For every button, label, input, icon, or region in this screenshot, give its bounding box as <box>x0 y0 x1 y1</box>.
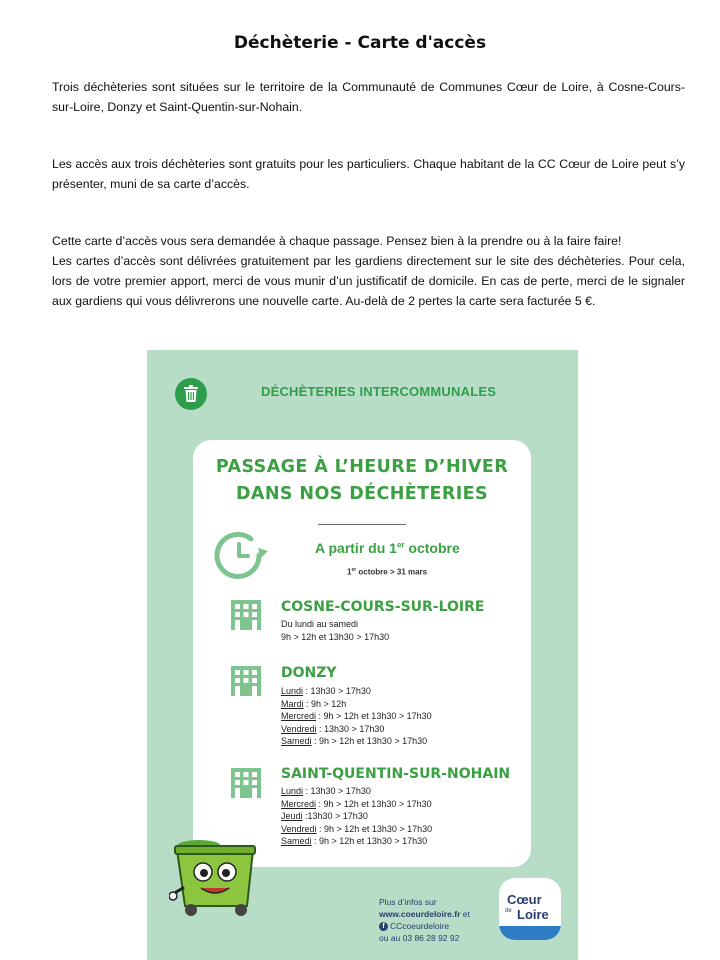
site-name: SAINT-QUENTIN-SUR-NOHAIN <box>281 766 511 782</box>
poster-header: DÉCHÈTERIES INTERCOMMUNALES <box>261 384 497 399</box>
hours-line: Mercredi : 9h > 12h et 13h30 > 17h30 <box>281 798 432 809</box>
info-line: ou au 03 86 28 92 92 <box>379 933 460 943</box>
hours-line: Vendredi : 9h > 12h et 13h30 > 17h30 <box>281 823 433 834</box>
hours-line: Lundi : 13h30 > 17h30 <box>281 786 371 796</box>
building-icon <box>231 666 261 701</box>
date-range: 1er octobre > 31 mars <box>347 567 428 577</box>
building-icon <box>231 768 261 803</box>
website-link[interactable]: www.coeurdeloire.fr <box>379 909 461 919</box>
building-icon <box>231 600 261 635</box>
info-line: Plus d’infos sur <box>379 897 437 907</box>
recycling-bin-mascot <box>169 838 261 923</box>
facebook-icon: f <box>379 922 388 931</box>
paragraph-text: Les cartes d’accès sont délivrées gratuitement par les gardiens directement sur le site des déchèteries. Pour cela, lors de votre premier apport, merci de vous munir d’un justificatif de domicile. En cas de perte, merci de le signaler aux gardiens qui vous délivrerons une nouvelle carte. Au-delà de 2 pertes la carte sera facturée 5 €. <box>52 254 685 308</box>
hours-line: Mardi : 9h > 12h <box>281 698 347 709</box>
trash-icon <box>175 378 207 410</box>
poster-title-line: PASSAGE À L’HEURE D’HIVER <box>215 457 509 477</box>
access-paragraph <box>52 154 685 194</box>
hours-line: Vendredi : 13h30 > 17h30 <box>281 723 385 734</box>
intro-paragraph <box>52 77 685 117</box>
hours-line: Samedi : 9h > 12h et 13h30 > 17h30 <box>281 836 428 846</box>
site-name: DONZY <box>281 665 337 681</box>
info-line <box>379 920 470 932</box>
hours-line: Jeudi :13h30 > 17h30 <box>281 811 368 821</box>
hours-line: Du lundi au samedi <box>281 619 359 629</box>
facebook-handle[interactable]: CCcoeurdeloire <box>390 921 450 931</box>
coeur-de-loire-logo: Cœur de Loire <box>499 878 561 940</box>
poster-title <box>193 454 531 508</box>
hours-line: 9h > 12h et 13h30 > 17h30 <box>281 631 390 642</box>
hours-card <box>193 440 531 867</box>
clock-icon <box>213 530 275 587</box>
hours-line: Mercredi : 9h > 12h et 13h30 > 17h30 <box>281 711 432 721</box>
hours-line: Samedi : 9h > 12h et 13h30 > 17h30 <box>281 736 428 746</box>
info-line: www.coeurdeloire.fr et <box>379 909 470 919</box>
paragraph-text: Cette carte d’accès vous sera demandée à chaque passage. Pensez bien à la prendre ou à la faire faire! <box>52 234 622 248</box>
site-hours <box>281 685 432 748</box>
poster-title-line: DANS NOS DÉCHÈTERIES <box>236 484 488 504</box>
winter-hours-poster <box>147 350 578 960</box>
paragraph-text: Les accès aux trois déchèteries sont gratuits pour les particuliers. Chaque habitant de la CC Cœur de Loire peut s’y présenter, muni de sa carte d’accès. <box>52 157 685 191</box>
paragraph-text: Trois déchèteries sont situées sur le territoire de la Communauté de Communes Cœur de Loire, à Cosne-Cours-sur-Loire, Donzy et Saint-Quentin-sur-Nohain. <box>52 80 685 114</box>
site-hours <box>281 618 389 643</box>
card-paragraph <box>52 231 685 311</box>
site-name: COSNE-COURS-SUR-LOIRE <box>281 599 485 615</box>
contact-info <box>379 896 470 944</box>
divider <box>318 524 406 525</box>
hours-line: Lundi : 13h30 > 17h30 <box>281 686 371 696</box>
site-hours <box>281 785 432 848</box>
start-date: A partir du 1er octobre <box>315 540 460 556</box>
page-title: Déchèterie - Carte d'accès <box>233 33 487 53</box>
